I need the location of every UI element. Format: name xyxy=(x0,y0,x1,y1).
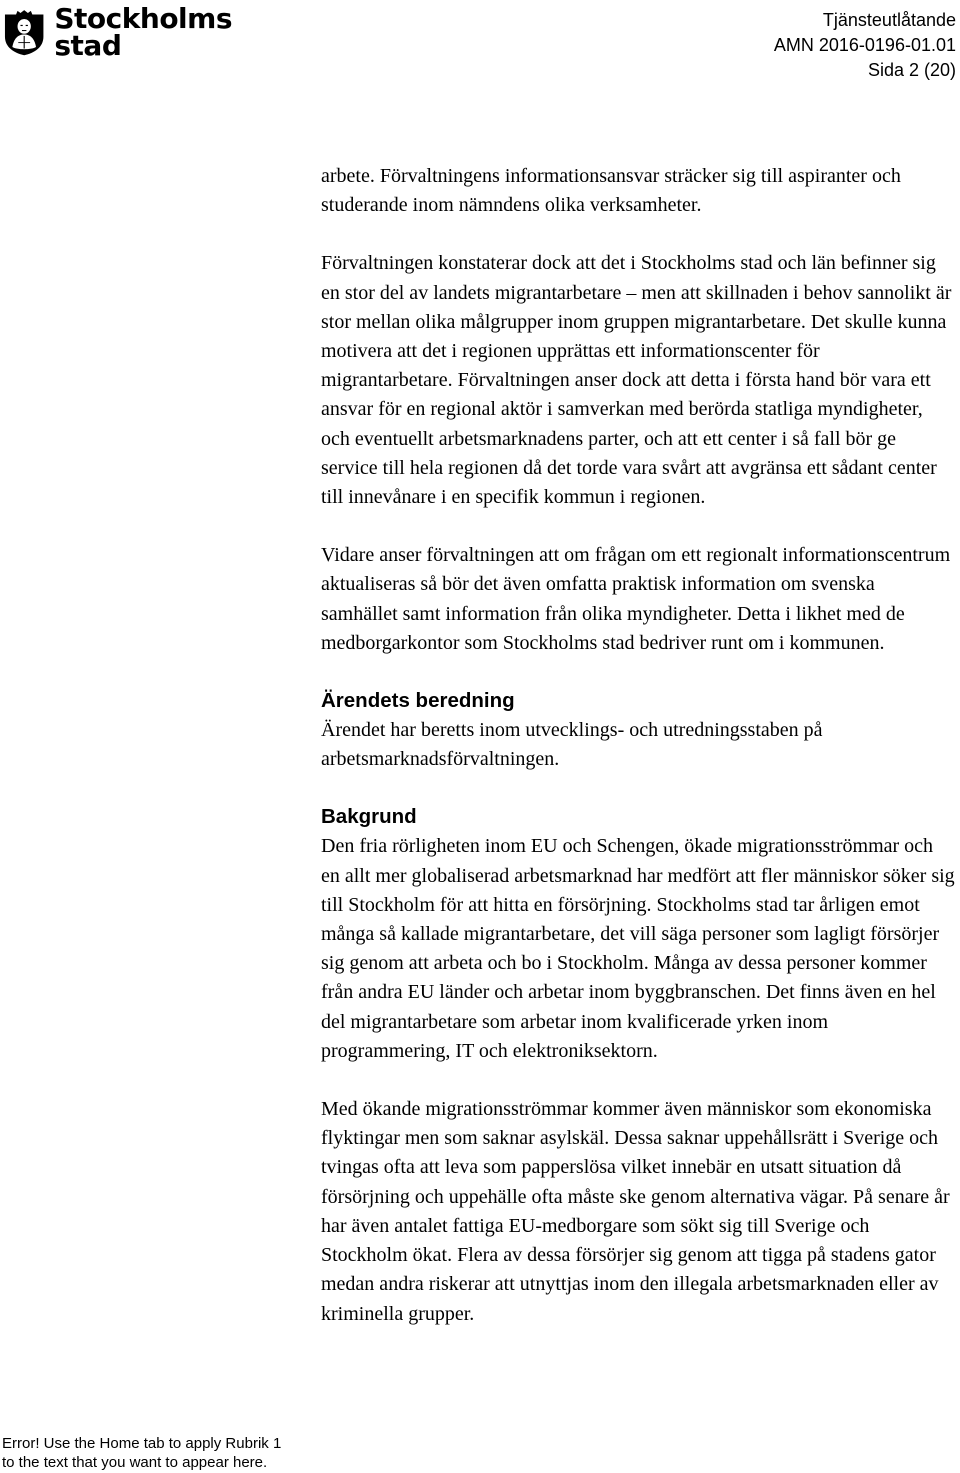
document-header xyxy=(774,8,956,83)
paragraph-2: Förvaltningen konstaterar dock att det i Stockholms stad och län befinner sig en stor del av landets migrantarbetare – men att skillnaden i behov sannolikt är stor mellan olika målgrupper inom gruppen migrantarbetare. Det skulle kunna motivera att det i regionen upprättas ett informationscenter för migrantarbetare. Förvaltningen anser dock att detta i första hand bör vara ett ansvar för en regional aktör i samverkan med berörda statliga myndigheter, och eventuellt arbetsmarknadens parter, och att ett center i så fall bör ge service till hela regionen då det torde vara svårt att avgränsa ett sådant center till innevånare i en specifik kommun i regionen. xyxy=(321,252,952,509)
logo-wordmark xyxy=(54,2,232,62)
section-heading-bakgrund: Bakgrund xyxy=(321,805,417,829)
paragraph-4: Ärendet har beretts inom utvecklings- och utredningsstaben på arbetsmarknadsförvaltningen. xyxy=(321,719,823,771)
document-type: Tjänsteutlåtande xyxy=(822,10,956,30)
paragraph-1: arbete. Förvaltningens informationsansvar sträcker sig till aspiranter och studerande inom nämndens olika verksamheter. xyxy=(321,165,901,217)
document-number: AMN 2016-0196-01.01 xyxy=(773,35,956,55)
footer-field-error xyxy=(2,1434,281,1472)
page-number: Sida 2 (20) xyxy=(867,60,956,80)
paragraph-6: Med ökande migrationsströmmar kommer även människor som ekonomiska flyktingar men som saknar asylskäl. Dessa saknar uppehållsrätt i Sverige och tvingas ofta att leva som papperslösa vilket innebär en utsatt situation då försörjning och uppehälle ofta måste ske genom alternativa vägar. På senare år har även antalet fattiga EU-medborgare som sökt sig till Sverige och Stockholm ökat. Flera av dessa försörjer sig genom att tigga på stadens gator medan andra riskerar att utnyttjas inom den illegala arbetsmarknaden eller av kriminella grupper. xyxy=(321,1098,950,1325)
logo-line-1: Stockholms xyxy=(54,2,232,35)
footer-line-1: Error! Use the Home tab to apply Rubrik 1 xyxy=(2,1435,282,1452)
section-heading-beredning: Ärendets beredning xyxy=(321,689,515,713)
paragraph-5: Den fria rörligheten inom EU och Schengen, ökade migrationsströmmar och en allt mer globaliserad arbetsmarknad har medfört att fler människor söker sig till Stockholm för att hitta en försörjning. Stockholms stad tar årligen emot många så kallade migrantarbetare, det vill säga personer som lagligt försörjer sig genom att arbeta och bo i Stockholm. Många av dessa personer kommer från andra EU länder och arbetar inom byggbranschen. Det finns även en hel del migrantarbetare som arbetar inom kvalificerade yrken inom programmering, IT och elektroniksektorn. xyxy=(321,835,955,1062)
stockholm-logo xyxy=(2,2,232,64)
logo-line-2: stad xyxy=(54,29,122,62)
paragraph-3: Vidare anser förvaltningen att om frågan om ett regionalt informationscentrum aktualiseras så bör det även omfatta praktisk information om svenska samhället samt information från olika myndigheter. Detta i likhet med de medborgarkontor som Stockholms stad bedriver runt om i kommunen. xyxy=(321,544,951,654)
footer-line-2: to the text that you want to appear here. xyxy=(2,1454,268,1471)
stockholm-crest-icon xyxy=(2,2,46,64)
document-body xyxy=(321,162,956,1329)
